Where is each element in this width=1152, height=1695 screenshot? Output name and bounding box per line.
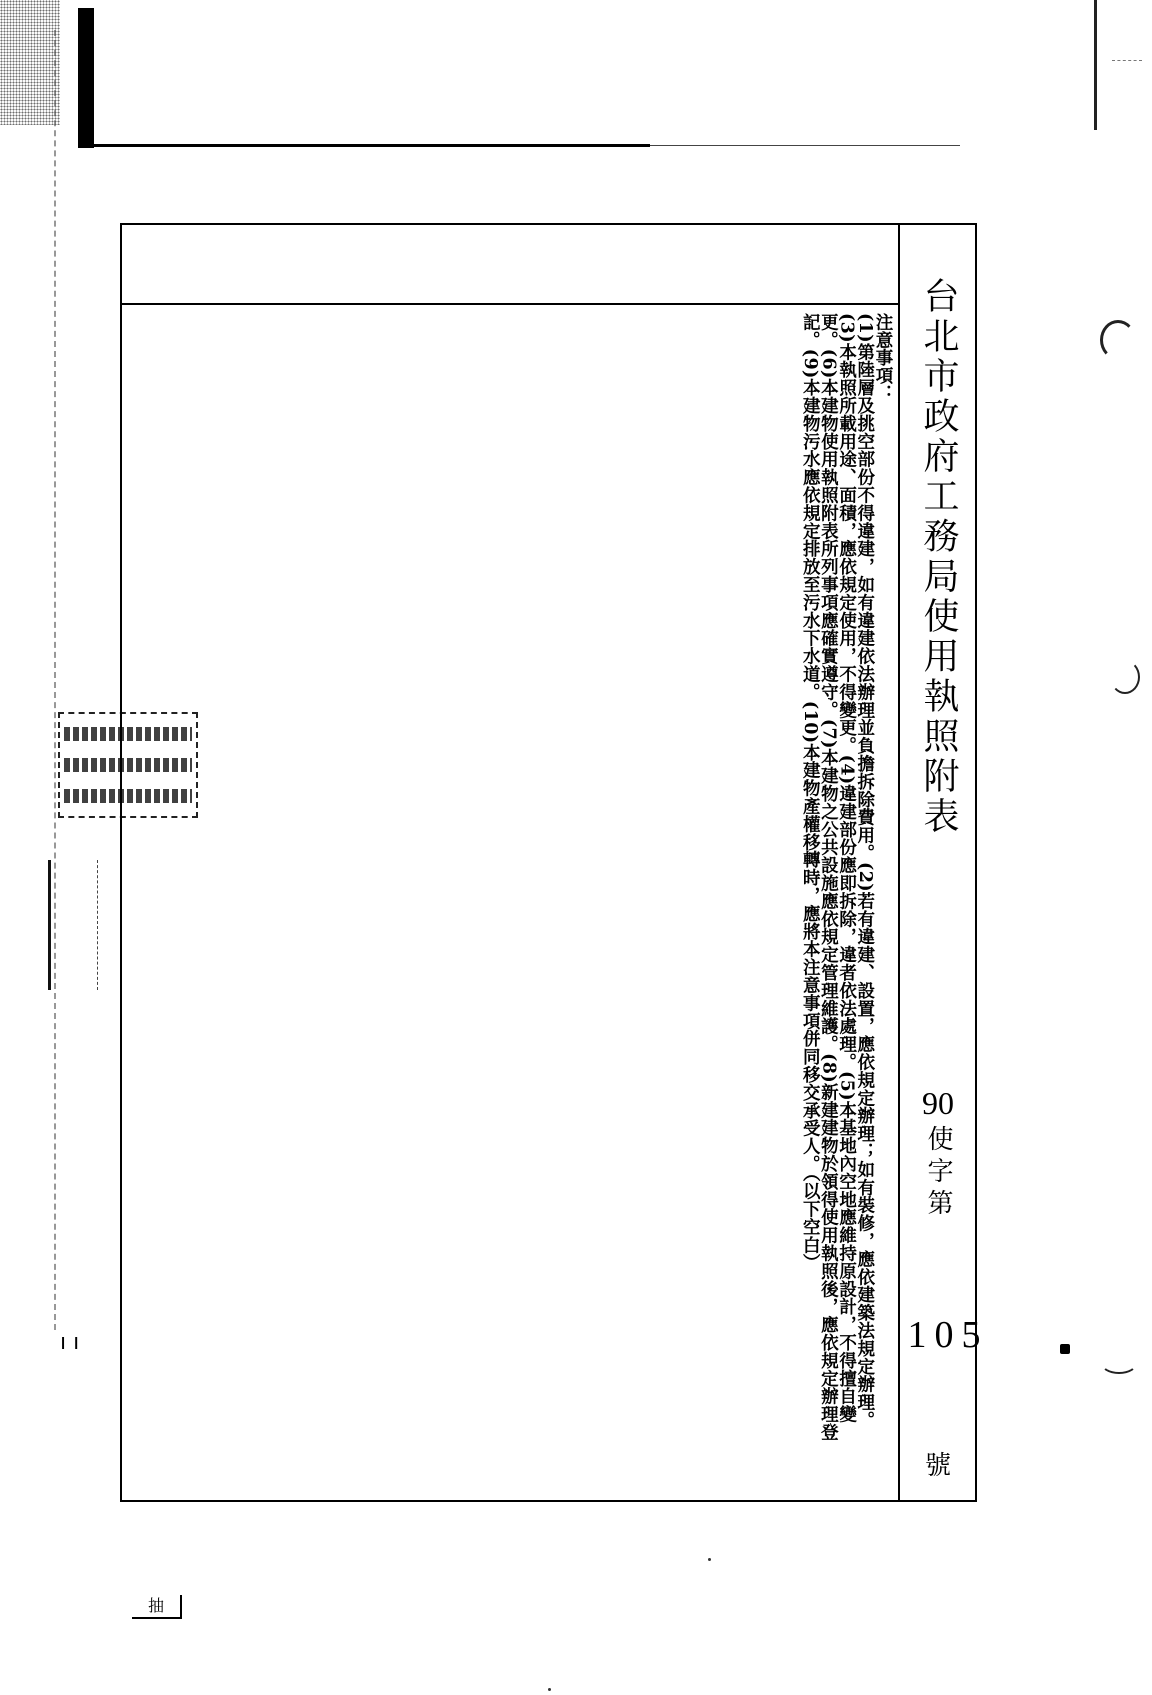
permit-number: 105: [907, 1314, 989, 1356]
notes-body: (1)第陸層及挑空部份不得違建，如有違建依法辦理並負擔拆除費用。(2)若有違建、設置，應依規定辦理；如有裝修，應依建築法規定辦理。(3)本執照所載用途、面積，應依規定使用，不得變更。(4)違建部份應即拆除，違者依法處理。(5)本基地內空地應維持原設計，不得擅自變更。(6)本建物使用執照附表所列事項應確實遵守。(7)本建物之公共設施應依規定管理維護。(8)新建建物於領得使用執照後，應依規定辦理登記。(9)本建物污水應依規定排放至污水下水道。(10)本建物產權移轉時，應將本注意事項併同移交承受人。（以下空白）: [800, 313, 875, 1442]
form-header-rule: [122, 303, 898, 305]
form-title: 台北市政府工務局使用執照附表: [918, 277, 959, 837]
scan-halftone-corner: [0, 0, 60, 125]
binding-hole-top: [1100, 320, 1136, 360]
scan-speck: [708, 1558, 711, 1561]
binding-hole-middle: [1110, 660, 1140, 694]
scan-tab-edge-bottom: [90, 144, 650, 147]
scan-left-dashed-line: [54, 30, 58, 1330]
notes-section: [600, 313, 892, 1448]
permit-attachment-form: [120, 223, 989, 1502]
scan-speck: [548, 1688, 551, 1691]
scan-right-dots: [1112, 60, 1142, 62]
notes-heading: 注意事項：: [873, 313, 893, 403]
scan-faint-line: [650, 145, 960, 146]
scan-dot-mark: [1060, 1344, 1070, 1354]
scan-right-edge: [1094, 0, 1097, 130]
margin-tick-mark: ı ı: [60, 1330, 80, 1355]
page-mark: 抽: [132, 1595, 182, 1619]
permit-prefix: 使字第: [923, 1125, 953, 1221]
binding-hole-bottom: [1100, 1350, 1138, 1374]
permit-suffix: 號: [924, 1451, 951, 1481]
margin-bracket-mark: [48, 860, 98, 990]
permit-year: 90: [922, 1085, 954, 1121]
title-column: [900, 225, 989, 1500]
scan-tab-edge: [78, 8, 94, 148]
